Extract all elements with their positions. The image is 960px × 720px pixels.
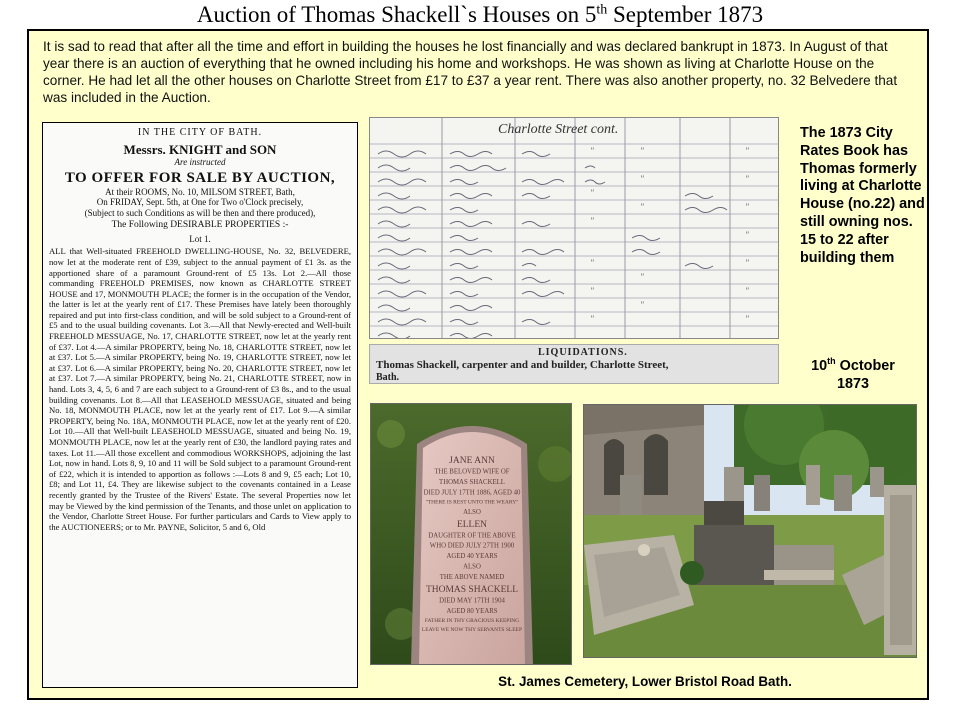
- headstone-inscription-line: FATHER IN THY GRACIOUS KEEPING: [424, 617, 520, 624]
- svg-text:": ": [745, 286, 749, 296]
- clipping-date: On FRIDAY, Sept. 5th, at One for Two o'Clock precisely,: [96, 197, 304, 208]
- cemetery-image: [584, 405, 917, 658]
- headstone-inscription-line: DAUGHTER OF THE ABOVE: [428, 532, 516, 540]
- headstone-inscription-line: THOMAS SHACKELL: [439, 478, 505, 486]
- svg-text:": ": [745, 146, 749, 156]
- svg-text:": ": [590, 258, 594, 268]
- svg-text:": ": [745, 174, 749, 184]
- liquidations-clipping: [369, 344, 779, 384]
- svg-text:": ": [590, 314, 594, 324]
- svg-text:": ": [640, 202, 644, 212]
- clipping-instructed: Are instructed: [174, 157, 226, 168]
- liquidation-date: 10th October 1873: [811, 356, 895, 392]
- slide-title: Auction of Thomas Shackell`s Houses on 5th September 1873: [196, 2, 764, 27]
- headstone-inscription-line: JANE ANN: [449, 456, 495, 467]
- svg-text:": ": [745, 202, 749, 212]
- headstone-inscription-line: LEAVE WE NOW THY SERVANTS SLEEP: [421, 627, 523, 633]
- intro-paragraph: It is sad to read that after all the time and effort in building the houses he lost financially and was declared bankrupt in 1873. In August of that year there is an auction of everything that he owned including his home and workshops. He was shown as living at Charlotte House on the corner. He had let all the other houses on Charlotte Street from £17 to £37 a year rent. There was also another property, no. 32 Belvedere that was included in the Auction.: [43, 39, 898, 105]
- clipping-headline: TO OFFER FOR SALE BY AUCTION,: [64, 169, 336, 186]
- headstone-inscription-line: AGED 80 YEARS: [446, 607, 498, 615]
- clipping-venue: At their ROOMS, No. 10, MILSOM STREET, Bath,: [105, 187, 295, 198]
- svg-text:": ": [590, 216, 594, 226]
- headstone-inscription-line: WHO DIED JULY 27TH 1900: [429, 542, 515, 550]
- headstone-inscription-line: ELLEN: [456, 519, 488, 530]
- clipping-properties-heading: The Following DESIRABLE PROPERTIES :-: [111, 220, 289, 231]
- svg-text:": ": [745, 258, 749, 268]
- svg-text:": ": [745, 230, 749, 240]
- auction-newspaper-clipping: [42, 122, 358, 688]
- headstone-inscription-line: THE BELOVED WIFE OF: [434, 468, 510, 476]
- rates-book-note: The 1873 City Rates Book has Thomas formerly living at Charlotte House (no.22) and still owning nos. 15 to 22 after building them: [800, 125, 925, 266]
- headstone-photo: [370, 403, 572, 665]
- liquidations-entry: Thomas Shackell, carpenter and and builder, Charlotte Street,: [376, 359, 669, 371]
- headstone-inscription-line: THE ABOVE NAMED: [439, 573, 505, 581]
- svg-text:": ": [640, 174, 644, 184]
- clipping-lot-1: Lot 1.: [189, 233, 211, 244]
- clipping-conditions: (Subject to such Conditions as will be then and there produced),: [84, 207, 316, 218]
- headstone-inscription-line: DIED JULY 17TH 1886, AGED 40: [423, 489, 521, 497]
- svg-text:": ": [590, 188, 594, 198]
- clipping-body: ALL that Well-situated FREEHOLD DWELLING-HOUSE, No. 32, BELVEDERE, now let at the moderate rent of £39, subject to the annual payment of £1 3s. as the apportioned share of a paramount Ground-rent of £5 13s. Lot 2.—All those commanding FREEHOLD PREMISES, now known as CHARLOTTE STREET HOUSE and 17, MONMOUTH PLACE; the former is in the occupation of the Vendor, the latter is let at the yearly rent of £17. These Premises have lately been thoroughly repaired and put into first-class condition, and will be sold subject to a Ground-rent of £5 and to the usual building covenants. Lot 3.—All that Newly-erected and Well-built FREEHOLD MESSUAGE, No. 17, CHARLOTTE STREET, now let at the yearly rent of £37. Lot 4.—A similar PROPERTY, being No. 18, CHARLOTTE STREET, now let at £37. Lot 5.—A similar PROPERTY, being No. 19, CHARLOTTE STREET, now let at £37. Lot 6.—A similar PROPERTY, being No. 20, CHARLOTTE STREET, now let at £37. Lot 7.—A similar PROPERTY, being No. 21, CHARLOTTE STREET, now in hand. Lots 3, 4, 5, 6 and 7 are each subject to a Ground-rent of £3 8s., and to the usual building covenants. Lot 8.—All that LEASEHOLD MESSUAGE, situated and being No. 18, MONMOUTH PLACE, now let at the yearly rent of £17. Lot 9.—A similar PROPERTY, being No. 18A, MONMOUTH PLACE, now let at the yearly rent of £20. Lot 10.—All that Well-built LEASEHOLD MESSUAGE, situated and being No. 19, MONMOUTH PLACE, now let at the yearly rent of £30, the landlord paying rates and taxes. Lot 11.—All those excellent and commodious WORKSHOPS, adjoining the last Lot, now in hand. Lots 8, 9, 10 and 11 will be Sold subject to a paramount Ground-rent of £22, which it is intended to apportion as follows :—Lots 8 and 9, £5 each; Lot 10, £8; and Lot 11, £4. They are likewise subject to the covenants contained in a Lease recently granted by the Trustee of the Rivers' Estate. The several Properties now let may be Viewed by the kind permission of the Tenants, and those unlet on application to the Vendor, Charlotte Street House. For further particulars and Cards to View apply to the AUCTIONEERS; or to Mr. PAYNE, Solicitor, 5 and 6, Old: [49, 246, 351, 532]
- headstone-inscription-line: ALSO: [463, 563, 481, 571]
- ledger-heading: Charlotte Street cont.: [498, 122, 619, 137]
- svg-text:": ": [590, 146, 594, 156]
- liquidations-entry-place: Bath.: [376, 372, 400, 383]
- headstone-inscription-line: DIED MAY 17TH 1904: [439, 597, 505, 605]
- rates-book-image: [369, 117, 779, 339]
- svg-text:": ": [640, 300, 644, 310]
- headstone-image: [371, 404, 572, 665]
- svg-text:": ": [745, 314, 749, 324]
- clipping-auctioneers: Messrs. KNIGHT and SON: [123, 141, 277, 157]
- headstone-inscription-line: "THERE IS REST UNTO THE WEARY": [425, 499, 519, 506]
- headstone-inscription-line: ALSO: [463, 508, 481, 516]
- svg-text:": ": [640, 146, 644, 156]
- headstone-inscription-line: AGED 40 YEARS: [446, 553, 498, 561]
- liquidations-heading: LIQUIDATIONS.: [538, 347, 628, 358]
- clipping-city-line: IN THE CITY OF BATH.: [137, 127, 263, 138]
- headstone-inscription-line: THOMAS SHACKELL: [425, 585, 519, 595]
- cemetery-caption: St. James Cemetery, Lower Bristol Road Bath.: [498, 674, 792, 689]
- svg-text:": ": [590, 286, 594, 296]
- cemetery-photo: [583, 404, 917, 658]
- svg-text:": ": [640, 272, 644, 282]
- ledger-lines: [370, 118, 779, 339]
